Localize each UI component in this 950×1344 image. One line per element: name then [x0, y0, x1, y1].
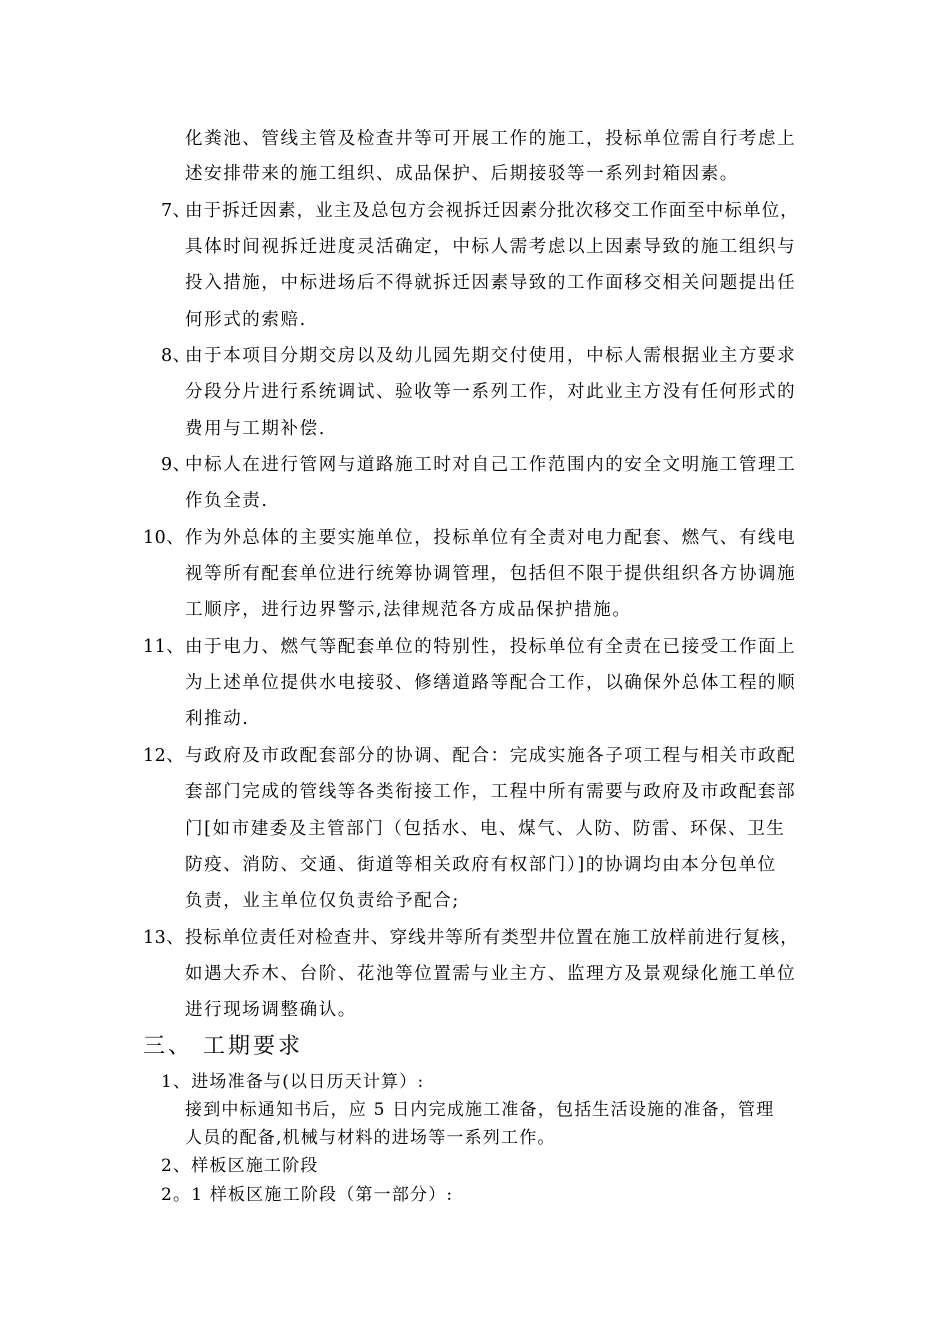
text-line: 由于电力、燃气等配套单位的特别性，投标单位有全责在已接受工作面上	[185, 637, 797, 657]
text-line: 由于拆迁因素，业主及总包方会视拆迁因素分批次移交工作面至中标单位，	[185, 201, 799, 221]
item-number: 11、	[143, 637, 185, 657]
text-line: 利推动.	[185, 709, 250, 729]
text-line: 何形式的索赔.	[185, 310, 307, 330]
text-line: 防疫、消防、交通、街道等相关政府有权部门）]的协调均由本分包单位	[185, 855, 777, 875]
text-line: 套部门完成的管线等各类衔接工作，工程中所有需要与政府及市政配套部	[185, 782, 797, 802]
item-number: 9、	[161, 455, 191, 475]
text-line: 如遇大乔木、台阶、花池等位置需与业主方、监理方及景观绿化施工单位	[185, 964, 797, 984]
section-item-text: 接到中标通知书后，应 5 日内完成施工准备，包括生活设施的准备，管理	[185, 1100, 775, 1120]
text-line: 分段分片进行系统调试、验收等一系列工作，对此业主方没有任何形式的	[185, 382, 797, 402]
text-line: 作为外总体的主要实施单位，投标单位有全责对电力配套、燃气、有线电	[185, 528, 797, 548]
text-line: 述安排带来的施工组织、成品保护、后期接驳等一系列封箱因素。	[185, 164, 739, 184]
section-item-text: 人员的配备,机械与材料的进场等一系列工作。	[185, 1128, 556, 1148]
item-number: 8、	[161, 346, 191, 366]
section-item-label: 1、进场准备与(以日历天计算）:	[161, 1072, 425, 1092]
item-number: 13、	[143, 928, 185, 948]
text-line: 由于本项目分期交房以及幼儿园先期交付使用，中标人需根据业主方要求	[185, 346, 797, 366]
item-number: 10、	[143, 528, 185, 548]
section-item-label: 2、样板区施工阶段	[161, 1156, 319, 1176]
text-line: 为上述单位提供水电接驳、修缮道路等配合工作，以确保外总体工程的顺	[185, 673, 797, 693]
item-number: 12、	[143, 746, 185, 766]
text-line: 投标单位责任对检查井、穿线井等所有类型井位置在施工放样前进行复核，	[185, 928, 799, 948]
text-line: 作负全责.	[185, 491, 269, 511]
text-line: 负责，业主单位仅负责给予配合;	[185, 891, 460, 911]
text-line: 化粪池、管线主管及检查井等可开展工作的施工，投标单位需自行考虑上	[185, 129, 797, 149]
text-line: 投入措施，中标进场后不得就拆迁因素导致的工作面移交相关问题提出任	[185, 273, 797, 293]
text-line: 视等所有配套单位进行统筹协调管理，包括但不限于提供组织各方协调施	[185, 564, 797, 584]
text-line: 中标人在进行管网与道路施工时对自己工作范围内的安全文明施工管理工	[185, 455, 797, 475]
text-line: 费用与工期补偿.	[185, 419, 326, 439]
text-line: 进行现场调整确认。	[185, 1000, 357, 1020]
text-line: 与政府及市政配套部分的协调、配合：完成实施各子项工程与相关市政配	[185, 746, 797, 766]
text-line: 工顺序，进行边界警示,法律规范各方成品保护措施。	[185, 600, 632, 620]
section-item-label: 2。1 样板区施工阶段（第一部分）:	[161, 1185, 454, 1205]
text-line: 门[如市建委及主管部门（包括水、电、煤气、人防、防雷、环保、卫生	[185, 819, 786, 839]
text-line: 具体时间视拆迁进度灵活确定，中标人需考虑以上因素导致的施工组织与	[185, 237, 797, 257]
item-number: 7、	[161, 201, 191, 221]
section-heading: 三、 工期要求	[143, 1034, 303, 1059]
